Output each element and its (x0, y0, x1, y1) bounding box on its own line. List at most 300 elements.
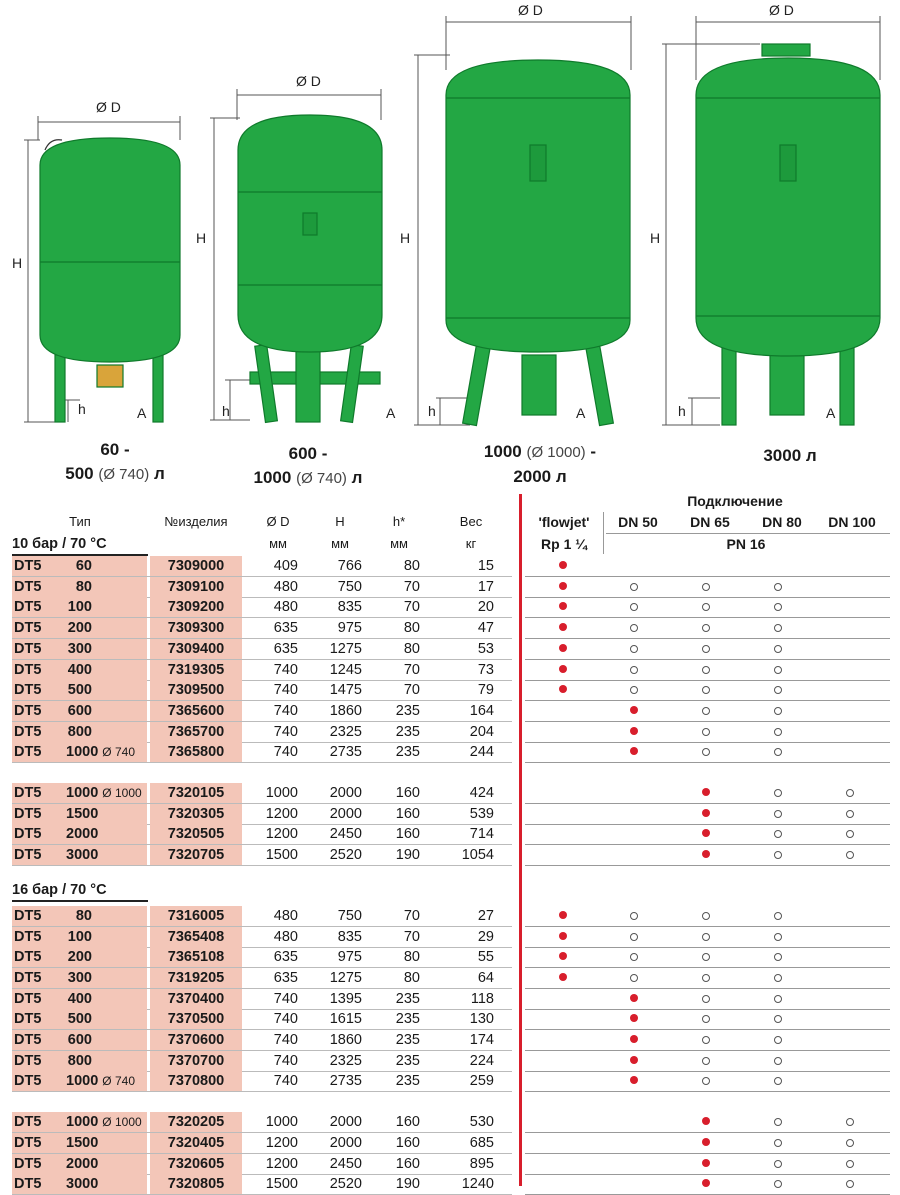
standard-connection-dot (702, 829, 710, 837)
weight-value: 1240 (461, 1176, 494, 1193)
size: 400 (67, 990, 92, 1007)
size-volume (66, 742, 135, 762)
height-value: 2325 (329, 1052, 362, 1069)
dim-label-d-1: Ø D (96, 99, 121, 115)
size-value: 3000 (66, 1176, 99, 1193)
diameter-value: 1200 (265, 805, 298, 822)
h-value: 80 (403, 620, 420, 637)
size: 800 (67, 723, 92, 740)
article-number: 7309500 (150, 680, 242, 700)
optional-connection-circle (630, 645, 638, 653)
header-h: h* (392, 514, 406, 529)
h-value: 235 (395, 1073, 420, 1090)
size: 200 (67, 949, 92, 966)
table-row (0, 556, 900, 576)
standard-connection-dot (630, 747, 638, 755)
standard-connection-dot (559, 623, 567, 631)
dim-label-d-4: Ø D (769, 2, 794, 18)
optional-connection-circle (702, 1057, 710, 1065)
dim-label-hs-3: h (428, 403, 436, 419)
article-number: 7370800 (150, 1071, 242, 1091)
table-row (0, 968, 900, 988)
height-value: 750 (337, 578, 362, 595)
diameter-value: 409 (273, 558, 298, 574)
height-value: 2735 (329, 1073, 362, 1090)
table-row (0, 1133, 900, 1153)
diameter-value: 480 (273, 907, 298, 924)
header-height: H (335, 514, 345, 529)
height-value: 2520 (329, 1176, 362, 1193)
model: DT5 (14, 1176, 42, 1193)
diameter-value: 740 (273, 723, 298, 740)
size: 800 (67, 1052, 92, 1069)
weight-value: 259 (469, 1073, 494, 1090)
diameter-value: 740 (273, 1011, 298, 1028)
article-number: 7309400 (150, 639, 242, 659)
size-diameter: Ø 1000 (102, 786, 142, 800)
optional-connection-circle (702, 707, 710, 715)
article-number: 7365408 (150, 927, 242, 947)
h-value: 80 (403, 640, 420, 657)
optional-connection-circle (702, 728, 710, 736)
standard-connection-dot (630, 1035, 638, 1043)
weight-value: 685 (469, 1134, 494, 1151)
height-value: 1275 (329, 640, 362, 657)
row-line-right (525, 762, 890, 763)
model: DT5 (14, 969, 42, 986)
type-cell (12, 1009, 147, 1029)
model: DT5 (14, 847, 42, 864)
height-value: 2450 (329, 826, 362, 843)
h-value: 70 (403, 928, 420, 945)
type-cell (12, 1030, 147, 1050)
type-cell (12, 927, 147, 947)
table-row (0, 577, 900, 597)
standard-connection-dot (702, 1138, 710, 1146)
height-value: 835 (337, 928, 362, 945)
header-type: Тип (69, 514, 91, 529)
optional-connection-circle (774, 912, 782, 920)
optional-connection-circle (774, 789, 782, 797)
model: DT5 (14, 805, 42, 822)
table-row (0, 701, 900, 721)
tank-diagrams (0, 0, 900, 490)
optional-connection-circle (702, 686, 710, 694)
dim-label-d-2: Ø D (296, 73, 321, 89)
diameter-value: 1200 (265, 1134, 298, 1151)
height-value: 766 (337, 558, 362, 574)
size-volume (66, 1133, 98, 1153)
model: DT5 (14, 1073, 42, 1090)
optional-connection-circle (846, 810, 854, 818)
optional-connection-circle (774, 1180, 782, 1188)
optional-connection-circle (846, 789, 854, 797)
type-cell (12, 577, 147, 597)
model: DT5 (14, 907, 42, 924)
h-value: 235 (395, 702, 420, 719)
table-row (0, 639, 900, 659)
optional-connection-circle (630, 583, 638, 591)
size: 600 (67, 1032, 92, 1048)
weight-value: 79 (477, 682, 494, 699)
caption-tank-1: 60 - 500 (Ø 740) л (65, 440, 165, 483)
optional-connection-circle (774, 728, 782, 736)
size: 60 (75, 558, 92, 574)
model: DT5 (14, 1032, 42, 1048)
table-row (0, 597, 900, 617)
height-value: 1395 (329, 990, 362, 1007)
weight-value: 424 (469, 785, 494, 801)
standard-connection-dot (559, 665, 567, 673)
weight-value: 224 (469, 1052, 494, 1069)
optional-connection-circle (702, 1077, 710, 1085)
article-number: 7320505 (150, 824, 242, 844)
model: DT5 (14, 702, 42, 719)
table-row (0, 680, 900, 700)
optional-connection-circle (702, 1015, 710, 1023)
optional-connection-circle (630, 624, 638, 632)
diameter-value: 1500 (265, 847, 298, 864)
header-diameter: Ø D (266, 514, 290, 529)
standard-connection-dot (559, 932, 567, 940)
model: DT5 (14, 990, 42, 1007)
optional-connection-circle (774, 583, 782, 591)
size-volume (66, 1154, 98, 1174)
optional-connection-circle (702, 748, 710, 756)
header-dn65: DN 65 (690, 514, 730, 530)
optional-connection-circle (846, 1139, 854, 1147)
article-number: 7319205 (150, 968, 242, 988)
standard-connection-dot (702, 850, 710, 858)
header-pn16: PN 16 (726, 536, 766, 552)
tank-3 (446, 60, 630, 426)
table-row (0, 927, 900, 947)
optional-connection-circle (774, 1139, 782, 1147)
height-value: 835 (337, 599, 362, 616)
dim-label-a-4: A (826, 405, 836, 421)
dim-label-hs-4: h (678, 403, 686, 419)
standard-connection-dot (630, 1076, 638, 1084)
standard-connection-dot (702, 1179, 710, 1187)
type-cell (12, 597, 147, 617)
model: DT5 (14, 578, 42, 595)
type-cell (12, 660, 147, 680)
size-value: 1000 (66, 785, 99, 801)
diameter-value: 1200 (265, 826, 298, 843)
header-article: №изделия (164, 514, 228, 529)
dim-label-d-3: Ø D (518, 2, 543, 18)
table-row (0, 742, 900, 762)
table-row (0, 618, 900, 638)
table-row (0, 660, 900, 680)
article-number: 7320705 (150, 845, 242, 865)
weight-value: 714 (469, 826, 494, 843)
weight-value: 29 (477, 928, 494, 945)
optional-connection-circle (702, 953, 710, 961)
model: DT5 (14, 661, 42, 678)
height-value: 2000 (329, 805, 362, 822)
standard-connection-dot (559, 582, 567, 590)
optional-connection-circle (774, 666, 782, 674)
standard-connection-dot (630, 706, 638, 714)
size: 600 (67, 702, 92, 719)
height-value: 975 (337, 949, 362, 966)
model: DT5 (14, 599, 42, 616)
table-row (0, 947, 900, 967)
table-row (0, 1071, 900, 1091)
optional-connection-circle (774, 974, 782, 982)
weight-value: 895 (469, 1155, 494, 1172)
height-value: 2000 (329, 1134, 362, 1151)
optional-connection-circle (774, 1015, 782, 1023)
weight-value: 539 (469, 805, 494, 822)
article-number: 7309000 (150, 556, 242, 576)
h-value: 190 (395, 847, 420, 864)
size: 200 (67, 620, 92, 637)
optional-connection-circle (774, 686, 782, 694)
height-value: 2450 (329, 1155, 362, 1172)
size: 100 (67, 599, 92, 616)
model: DT5 (14, 682, 42, 699)
optional-connection-circle (774, 603, 782, 611)
weight-value: 27 (477, 907, 494, 924)
height-value: 975 (337, 620, 362, 637)
size-value: 1000 (66, 744, 99, 761)
standard-connection-dot (559, 911, 567, 919)
row-line-left (12, 762, 512, 763)
diameter-value: 1000 (265, 785, 298, 801)
article-number: 7370600 (150, 1030, 242, 1050)
type-cell (12, 1174, 147, 1194)
h-value: 160 (395, 1155, 420, 1172)
diameter-value: 1000 (265, 1114, 298, 1131)
h-value: 70 (403, 907, 420, 924)
table-row (0, 1009, 900, 1029)
optional-connection-circle (702, 974, 710, 982)
optional-connection-circle (774, 953, 782, 961)
article-number: 7320205 (150, 1112, 242, 1132)
optional-connection-circle (774, 748, 782, 756)
h-value: 235 (395, 990, 420, 1007)
article-number: 7320805 (150, 1174, 242, 1194)
size-volume (66, 845, 98, 865)
optional-connection-circle (774, 1036, 782, 1044)
dim-label-h-3: H (400, 230, 411, 246)
height-value: 1245 (329, 661, 362, 678)
diameter-value: 740 (273, 682, 298, 699)
optional-connection-circle (846, 851, 854, 859)
table-row (0, 824, 900, 844)
diameter-value: 1500 (265, 1176, 298, 1193)
size: 500 (67, 1011, 92, 1028)
table-row (0, 989, 900, 1009)
h-value: 80 (403, 558, 420, 574)
weight-value: 53 (477, 640, 494, 657)
optional-connection-circle (774, 830, 782, 838)
height-value: 2325 (329, 723, 362, 740)
dim-label-hs-2: h (222, 403, 230, 419)
article-number: 7309200 (150, 597, 242, 617)
h-value: 160 (395, 805, 420, 822)
size: 100 (67, 928, 92, 945)
dim-label-h-2: H (196, 230, 207, 246)
model: DT5 (14, 620, 42, 637)
optional-connection-circle (774, 851, 782, 859)
weight-value: 73 (477, 661, 494, 678)
optional-connection-circle (846, 830, 854, 838)
diameter-value: 1200 (265, 1155, 298, 1172)
height-value: 750 (337, 907, 362, 924)
h-value: 235 (395, 1011, 420, 1028)
optional-connection-circle (702, 912, 710, 920)
article-number: 7320305 (150, 804, 242, 824)
diameter-value: 740 (273, 702, 298, 719)
optional-connection-circle (702, 666, 710, 674)
table-row (0, 804, 900, 824)
optional-connection-circle (702, 645, 710, 653)
type-cell (12, 639, 147, 659)
h-value: 70 (403, 661, 420, 678)
diameter-value: 740 (273, 1052, 298, 1069)
type-cell (12, 783, 147, 803)
article-number: 7365600 (150, 701, 242, 721)
optional-connection-circle (630, 933, 638, 941)
header-dn100: DN 100 (828, 514, 876, 530)
standard-connection-dot (630, 1014, 638, 1022)
optional-connection-circle (774, 645, 782, 653)
type-cell (12, 680, 147, 700)
type-cell (12, 1133, 147, 1153)
type-cell (12, 906, 147, 926)
standard-connection-dot (702, 788, 710, 796)
diameter-value: 635 (273, 969, 298, 986)
h-value: 160 (395, 785, 420, 801)
diameter-value: 480 (273, 599, 298, 616)
standard-connection-dot (559, 685, 567, 693)
height-value: 2735 (329, 744, 362, 761)
size-volume (66, 1174, 98, 1194)
table-row (0, 783, 900, 803)
row-line-left (12, 865, 512, 866)
type-cell (12, 845, 147, 865)
h-value: 80 (403, 949, 420, 966)
weight-value: 244 (469, 744, 494, 761)
size: 300 (67, 640, 92, 657)
standard-connection-dot (630, 727, 638, 735)
optional-connection-circle (846, 1160, 854, 1168)
optional-connection-circle (846, 1180, 854, 1188)
optional-connection-circle (774, 1160, 782, 1168)
row-line-right (525, 1091, 890, 1092)
optional-connection-circle (702, 624, 710, 632)
type-cell (12, 722, 147, 742)
unit-weight: кг (465, 536, 477, 551)
size-value: 1000 (66, 1114, 99, 1131)
size-value: 1500 (66, 1134, 99, 1151)
weight-value: 130 (469, 1011, 494, 1028)
type-cell (12, 742, 147, 762)
header-flowjet: 'flowjet' (538, 514, 590, 530)
article-number: 7365700 (150, 722, 242, 742)
h-value: 160 (395, 1134, 420, 1151)
optional-connection-circle (774, 810, 782, 818)
weight-value: 118 (470, 990, 494, 1007)
diameter-value: 740 (273, 744, 298, 761)
weight-value: 530 (469, 1114, 494, 1131)
optional-connection-circle (630, 603, 638, 611)
size: 500 (67, 682, 92, 699)
optional-connection-circle (630, 912, 638, 920)
model: DT5 (14, 558, 42, 574)
size-diameter: Ø 740 (102, 1074, 135, 1089)
h-value: 235 (395, 723, 420, 740)
article-number: 7316005 (150, 906, 242, 926)
h-value: 70 (403, 578, 420, 595)
h-value: 190 (395, 1176, 420, 1193)
size: 80 (75, 578, 92, 595)
height-value: 1860 (329, 702, 362, 719)
standard-connection-dot (702, 1117, 710, 1125)
tank-4 (696, 44, 880, 425)
height-value: 2000 (329, 785, 362, 801)
diameter-value: 635 (273, 949, 298, 966)
weight-value: 1054 (461, 847, 494, 864)
type-cell (12, 968, 147, 988)
article-number: 7320605 (150, 1154, 242, 1174)
type-cell (12, 989, 147, 1009)
unit-height: мм (331, 536, 349, 551)
caption-tank-2: 600 - 1000 (Ø 740) л (253, 444, 363, 487)
size-volume (66, 804, 98, 824)
row-line-left (12, 1091, 512, 1092)
model: DT5 (14, 1011, 42, 1028)
size-value: 1000 (66, 1073, 99, 1090)
header-dn80: DN 80 (762, 514, 802, 530)
h-value: 70 (403, 599, 420, 616)
size: 300 (67, 969, 92, 986)
height-value: 1615 (329, 1011, 362, 1028)
size-value: 1500 (66, 805, 99, 822)
height-value: 2000 (329, 1114, 362, 1131)
h-value: 235 (395, 1052, 420, 1069)
diameter-value: 740 (273, 661, 298, 678)
header-dn50: DN 50 (618, 514, 658, 530)
size-diameter: Ø 1000 (102, 1115, 142, 1130)
dim-label-a-3: A (576, 405, 586, 421)
size-value: 2000 (66, 1155, 99, 1172)
standard-connection-dot (702, 1159, 710, 1167)
table-row (0, 1030, 900, 1050)
row-line-right (525, 865, 890, 866)
type-cell (12, 1112, 147, 1132)
dim-label-h-1: H (12, 255, 23, 271)
dim-label-a-2: A (386, 405, 396, 421)
weight-value: 174 (469, 1032, 494, 1048)
diameter-value: 740 (273, 990, 298, 1007)
optional-connection-circle (702, 1036, 710, 1044)
standard-connection-dot (630, 994, 638, 1002)
table-row (0, 1174, 900, 1194)
optional-connection-circle (774, 1077, 782, 1085)
size-value: 3000 (66, 847, 99, 864)
weight-value: 64 (477, 969, 494, 986)
weight-value: 55 (477, 949, 494, 966)
standard-connection-dot (559, 644, 567, 652)
header-weight: Вес (459, 514, 483, 529)
h-value: 160 (395, 826, 420, 843)
h-value: 235 (395, 744, 420, 761)
optional-connection-circle (846, 1118, 854, 1126)
